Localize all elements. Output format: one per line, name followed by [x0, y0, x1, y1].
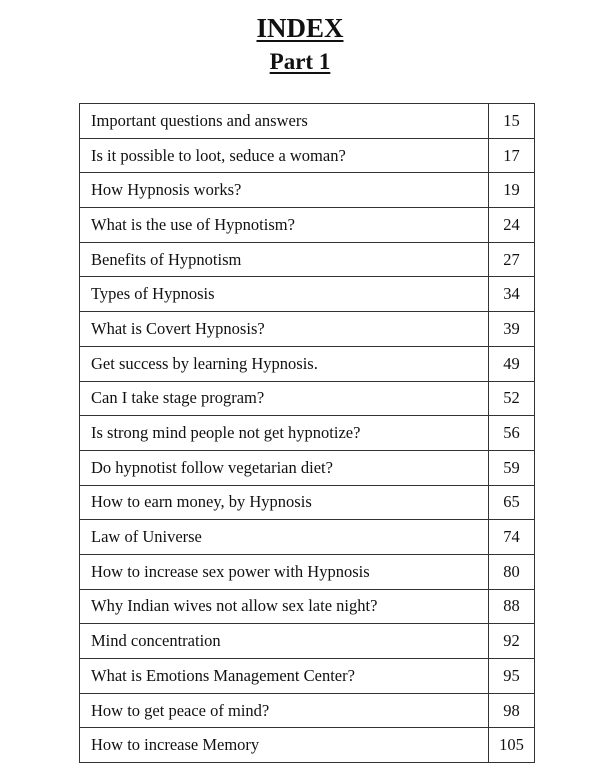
entry-topic: Do hypnotist follow vegetarian diet?	[80, 450, 489, 485]
entry-page-number: 98	[489, 693, 535, 728]
entry-page-number: 80	[489, 554, 535, 589]
entry-topic: Benefits of Hypnotism	[80, 242, 489, 277]
table-row	[80, 277, 535, 312]
entry-topic: How to get peace of mind?	[80, 693, 489, 728]
entry-page-number: 95	[489, 659, 535, 694]
entry-page-number: 19	[489, 173, 535, 208]
table-row	[80, 659, 535, 694]
entry-page-number: 52	[489, 381, 535, 416]
entry-topic: What is Emotions Management Center?	[80, 659, 489, 694]
table-row	[80, 416, 535, 451]
entry-topic: What is Covert Hypnosis?	[80, 312, 489, 347]
table-row	[80, 242, 535, 277]
entry-page-number: 74	[489, 520, 535, 555]
entry-topic: Types of Hypnosis	[80, 277, 489, 312]
table-row	[80, 346, 535, 381]
table-row	[80, 693, 535, 728]
entry-topic: Is it possible to loot, seduce a woman?	[80, 138, 489, 173]
entry-topic: Can I take stage program?	[80, 381, 489, 416]
entry-page-number: 92	[489, 624, 535, 659]
index-heading	[0, 8, 600, 48]
entry-topic: How to earn money, by Hypnosis	[80, 485, 489, 520]
entry-topic: How to increase Memory	[80, 728, 489, 763]
entry-page-number: 17	[489, 138, 535, 173]
entry-topic: How Hypnosis works?	[80, 173, 489, 208]
entry-topic: Why Indian wives not allow sex late night?	[80, 589, 489, 624]
entry-page-number: 39	[489, 312, 535, 347]
table-row	[80, 450, 535, 485]
entry-page-number: 27	[489, 242, 535, 277]
table-row	[80, 728, 535, 763]
part-heading	[0, 46, 600, 78]
index-table	[79, 103, 535, 763]
entry-page-number: 15	[489, 104, 535, 139]
table-row	[80, 520, 535, 555]
entry-page-number: 49	[489, 346, 535, 381]
table-row	[80, 589, 535, 624]
part-heading-text: Part 1	[269, 49, 331, 74]
entry-topic: What is the use of Hypnotism?	[80, 208, 489, 243]
table-row	[80, 208, 535, 243]
entry-topic: Important questions and answers	[80, 104, 489, 139]
entry-page-number: 65	[489, 485, 535, 520]
entry-page-number: 88	[489, 589, 535, 624]
table-row	[80, 485, 535, 520]
entry-page-number: 34	[489, 277, 535, 312]
table-row	[80, 624, 535, 659]
index-heading-text: INDEX	[256, 13, 344, 43]
entry-page-number: 56	[489, 416, 535, 451]
table-row	[80, 312, 535, 347]
entry-topic: Mind concentration	[80, 624, 489, 659]
entry-topic: Law of Universe	[80, 520, 489, 555]
table-row	[80, 554, 535, 589]
table-row	[80, 138, 535, 173]
table-row	[80, 381, 535, 416]
table-row	[80, 173, 535, 208]
entry-page-number: 24	[489, 208, 535, 243]
entry-topic: Get success by learning Hypnosis.	[80, 346, 489, 381]
entry-topic: How to increase sex power with Hypnosis	[80, 554, 489, 589]
entry-page-number: 105	[489, 728, 535, 763]
table-row	[80, 104, 535, 139]
entry-page-number: 59	[489, 450, 535, 485]
entry-topic: Is strong mind people not get hypnotize?	[80, 416, 489, 451]
